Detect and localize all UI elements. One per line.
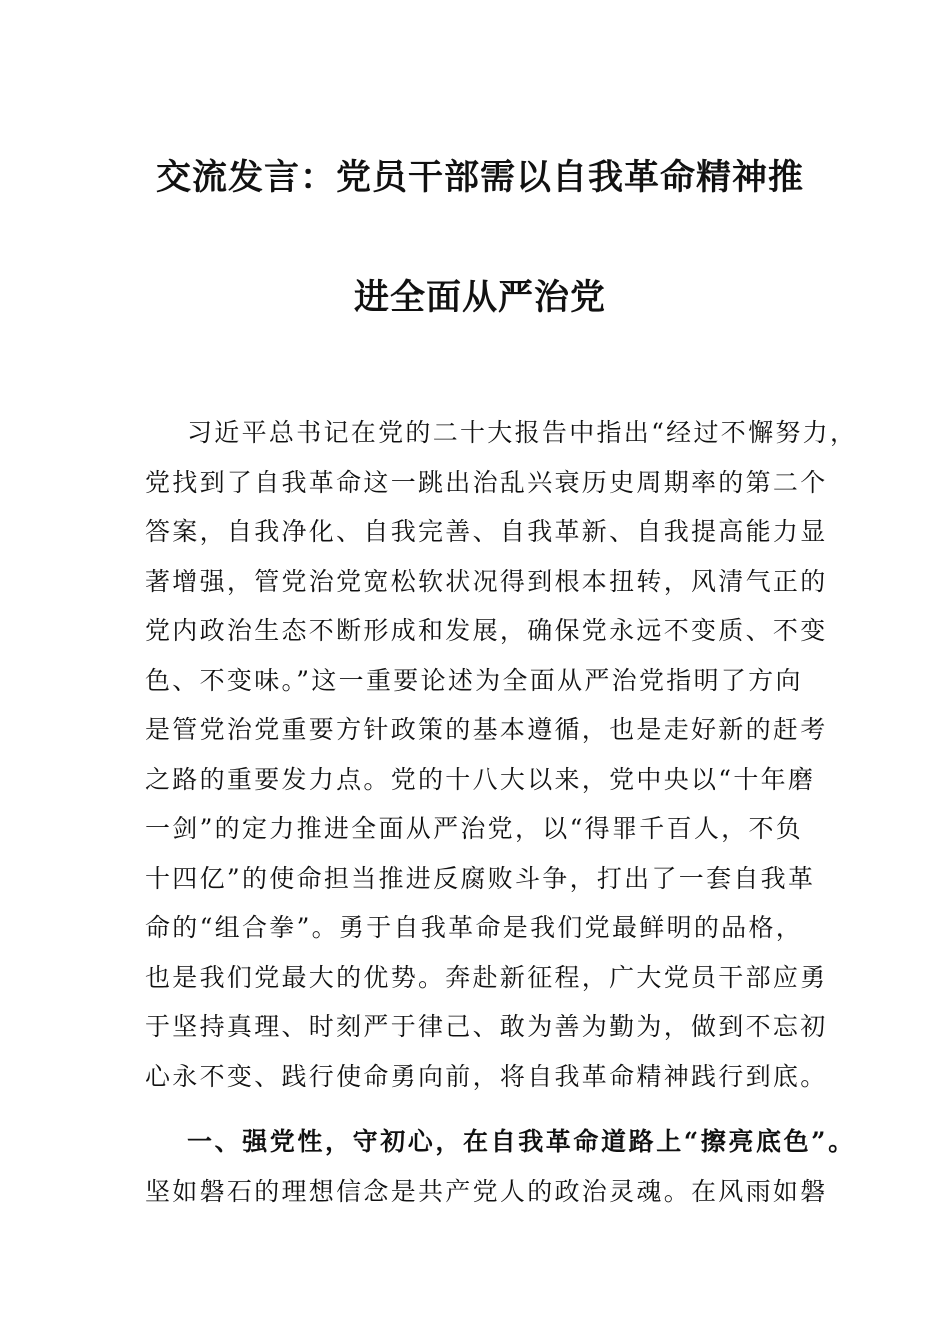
paragraph-line: 十四亿”的使命担当推进反腐败斗争，打出了一套自我革 <box>145 863 816 893</box>
paragraph-line: 之路的重要发力点。党的十八大以来，党中央以“十年磨 <box>145 764 816 794</box>
document-title-line-1: 交流发言：党员干部需以自我革命精神推 <box>155 157 804 198</box>
paragraph-line: 党找到了自我革命这一跳出治乱兴衰历史周期率的第二个 <box>145 467 828 497</box>
paragraph-line: 一剑”的定力推进全面从严治党，以“得罪千百人，不负 <box>145 814 804 843</box>
document-title-line-2: 进全面从严治党 <box>353 277 606 318</box>
section-1 <box>145 1117 856 1216</box>
paragraph-line: 色、不变味。”这一重要论述为全面从严治党指明了方向 <box>145 665 803 695</box>
paragraph-line: 心永不变、践行使命勇向前，将自我革命精神践行到底。 <box>145 1061 828 1091</box>
paragraph-line: 于坚持真理、时刻严于律己、敢为善为勤为，做到不忘初 <box>145 1012 828 1041</box>
paragraph-line: 是管党治党重要方针政策的基本遵循，也是走好新的赶考 <box>145 715 828 744</box>
paragraph-line: 命的“组合拳”。勇于自我革命是我们党最鲜明的品格， <box>145 913 804 942</box>
paragraph-line: 也是我们党最大的优势。奔赴新征程，广大党员干部应勇 <box>145 962 828 992</box>
paragraph-line: 著增强，管党治党宽松软状况得到根本扭转，风清气正的 <box>145 566 828 596</box>
paragraph-1 <box>145 408 858 1101</box>
paragraph-line: 党内政治生态不断形成和发展，确保党永远不变质、不变 <box>145 616 828 645</box>
section-heading: 一、强党性，守初心，在自我革命道路上“擦亮底色”。 <box>187 1127 856 1156</box>
paragraph-line: 习近平总书记在党的二十大报告中指出“经过不懈努力， <box>187 418 858 447</box>
paragraph-line: 答案，自我净化、自我完善、自我革新、自我提高能力显 <box>145 517 828 546</box>
paragraph-line: 坚如磐石的理想信念是共产党人的政治灵魂。在风雨如磐 <box>145 1176 828 1206</box>
